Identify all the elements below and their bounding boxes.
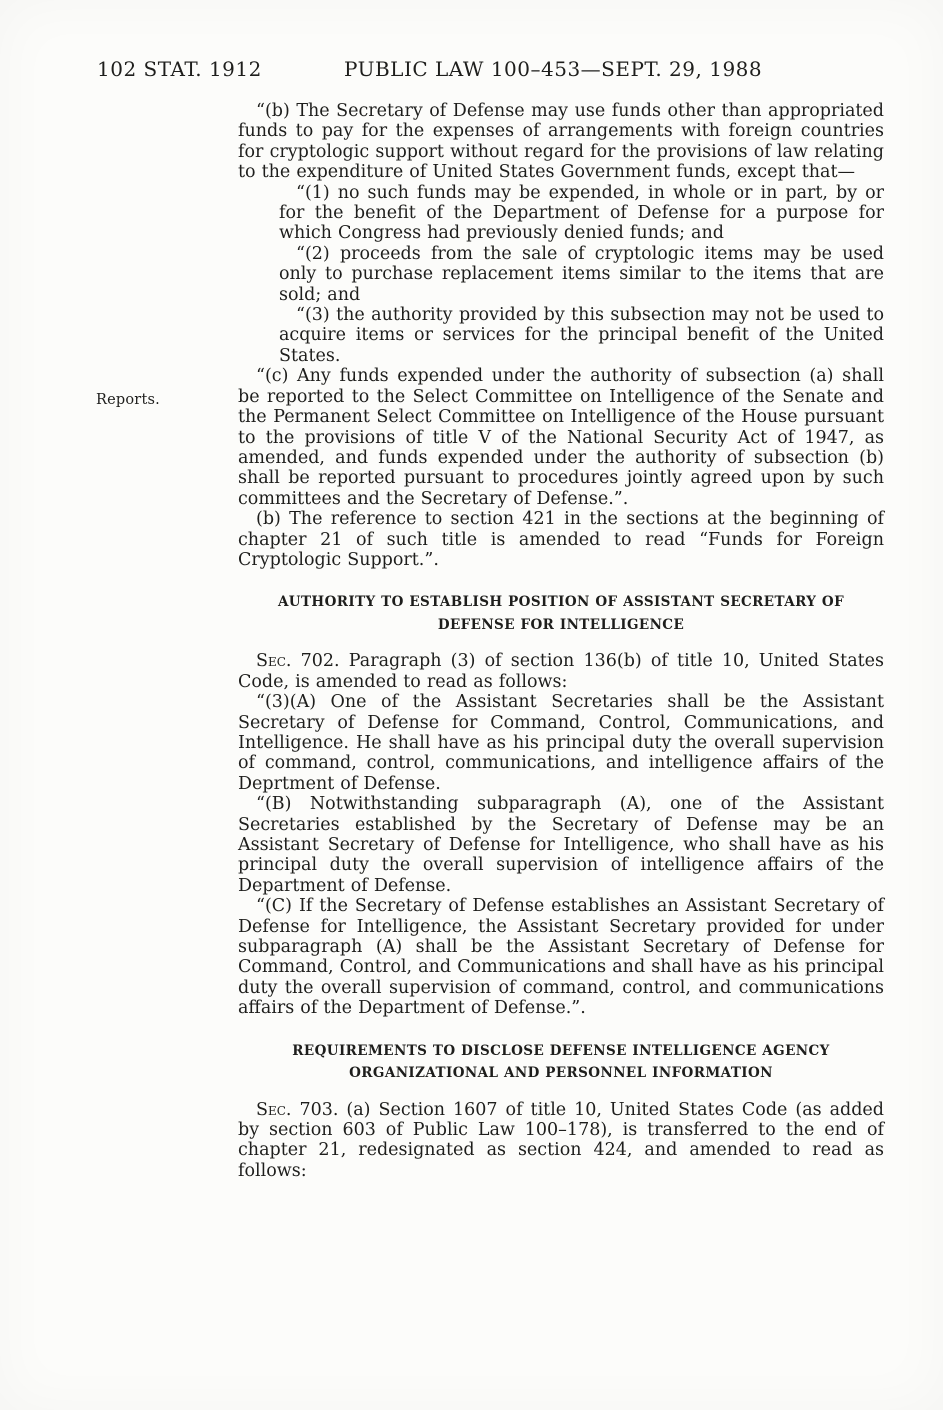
section-703-paragraph xyxy=(238,1100,884,1182)
section-703-text: (a) Section 1607 of title 10, United States Code (as added by section 603 of Public Law 100–178), is transferred to the end of chapter 21, redesignated as section 424, and amended to read as follows: xyxy=(238,1099,884,1181)
section-702-heading-line1: AUTHORITY TO ESTABLISH POSITION OF ASSISTANT SECRETARY OF xyxy=(277,594,845,611)
clause-1: “(1) no such funds may be expended, in whole or in part, by or for the benefit of the Department of Defense for a purpose for which Congress had previously denied funds; and xyxy=(279,182,884,244)
paragraph-C-command-control: “(C) If the Secretary of Defense establishes an Assistant Secretary of Defense for Intelligence, the Assistant Secretary provided for under subparagraph (A) shall be the Assistant Secretary of Defense for Command, Control, and Communications and shall have as his principal duty the overall supervision of command, control, and communications affairs of the Department of Defense.”. xyxy=(238,896,884,1019)
section-702-paragraph xyxy=(238,651,884,692)
section-703-heading-line2: ORGANIZATIONAL AND PERSONNEL INFORMATION xyxy=(349,1065,773,1082)
statute-text-block xyxy=(238,101,884,1181)
section-702-heading-line2: DEFENSE FOR INTELLIGENCE xyxy=(437,616,685,633)
section-702-text: Paragraph (3) of section 136(b) of title 10, United States Code, is amended to read as follows: xyxy=(238,651,884,692)
section-703-number: Sec. 703. xyxy=(256,1099,339,1120)
paragraph-3A-assistant-secretary: “(3)(A) One of the Assistant Secretaries shall be the Assistant Secretary of Defense for Command, Control, Communications, and Intelligence. He shall have as his principal duty the overall supervision of command, control, communications, and intelligence affairs of the Deprtment of Defense. xyxy=(238,692,884,794)
paragraph-b-section-421-reference: (b) The reference to section 421 in the sections at the beginning of chapter 21 of such title is amended to read “Funds for Foreign Cryptologic Support.”. xyxy=(238,509,884,570)
clause-2: “(2) proceeds from the sale of cryptologic items may be used only to purchase replacement items similar to the items that are sold; and xyxy=(279,243,884,305)
paragraph-b-cryptologic-funds: “(b) The Secretary of Defense may use funds other than appropriated funds to pay for the expenses of arrangements with foreign countries for cryptologic support without regard for the provisions of law relating to the expenditure of United States Government funds, except that— xyxy=(238,101,884,183)
clause-3: “(3) the authority provided by this subsection may not be used to acquire items or services for the principal benefit of the United States. xyxy=(279,305,884,366)
section-703-heading-line1: REQUIREMENTS TO DISCLOSE DEFENSE INTELLIGENCE AGENCY xyxy=(292,1042,830,1059)
law-title-running-head: PUBLIC LAW 100–453—SEPT. 29, 1988 xyxy=(344,57,763,81)
section-703-heading xyxy=(238,1040,884,1085)
paragraph-B-intelligence-secretary: “(B) Notwithstanding subparagraph (A), one of the Assistant Secretaries established by the Secretary of Defense may be an Assistant Secretary of Defense for Intelligence, who shall have as his principal duty the overall supervision of intelligence affairs of the Department of Defense. xyxy=(238,794,884,896)
margin-note-reports: Reports. xyxy=(96,392,160,408)
stat-page-number: 102 STAT. 1912 xyxy=(97,57,262,81)
section-702-number: Sec. 702. xyxy=(256,651,340,672)
paragraph-c-reporting: “(c) Any funds expended under the authority of subsection (a) shall be reported to the Select Committee on Intelligence of the Senate and the Permanent Select Committee on Intelligence of the House pursuant to the provisions of title V of the National Security Act of 1947, as amended, and funds expended under the authority of subsection (b) shall be reported pursuant to procedures jointly agreed upon by such committees and the Secretary of Defense.”. xyxy=(238,366,884,509)
section-702-heading xyxy=(238,591,884,636)
